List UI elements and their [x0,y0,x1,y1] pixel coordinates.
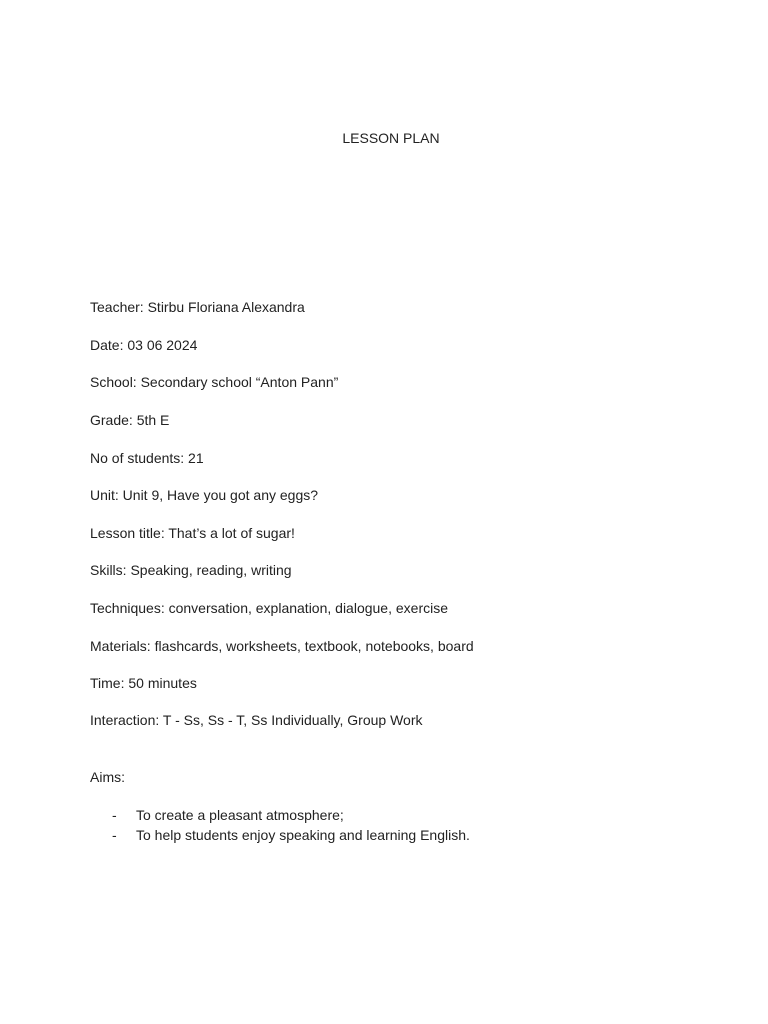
aim-text: To help students enjoy speaking and learning English. [136,827,470,843]
teacher-field: Teacher: Stirbu Floriana Alexandra [90,299,305,315]
lesson-title-field: Lesson title: That’s a lot of sugar! [90,525,295,541]
students-field: No of students: 21 [90,450,204,466]
date-field: Date: 03 06 2024 [90,337,198,353]
skills-field: Skills: Speaking, reading, writing [90,562,292,578]
techniques-field: Techniques: conversation, explanation, dialogue, exercise [90,600,449,616]
grade-field: Grade: 5th E [90,412,170,428]
document-title: LESSON PLAN [342,130,440,146]
aim-text: To create a pleasant atmosphere; [136,807,344,823]
bullet-dash: - [112,807,117,823]
school-field: School: Secondary school “Anton Pann” [90,374,339,390]
materials-field: Materials: flashcards, worksheets, textbook, notebooks, board [90,638,474,654]
unit-field: Unit: Unit 9, Have you got any eggs? [90,487,319,503]
interaction-field: Interaction: T - Ss, Ss - T, Ss Individually, Group Work [90,712,423,728]
bullet-dash: - [112,827,117,843]
time-field: Time: 50 minutes [90,675,197,691]
aims-heading: Aims: [90,769,125,785]
